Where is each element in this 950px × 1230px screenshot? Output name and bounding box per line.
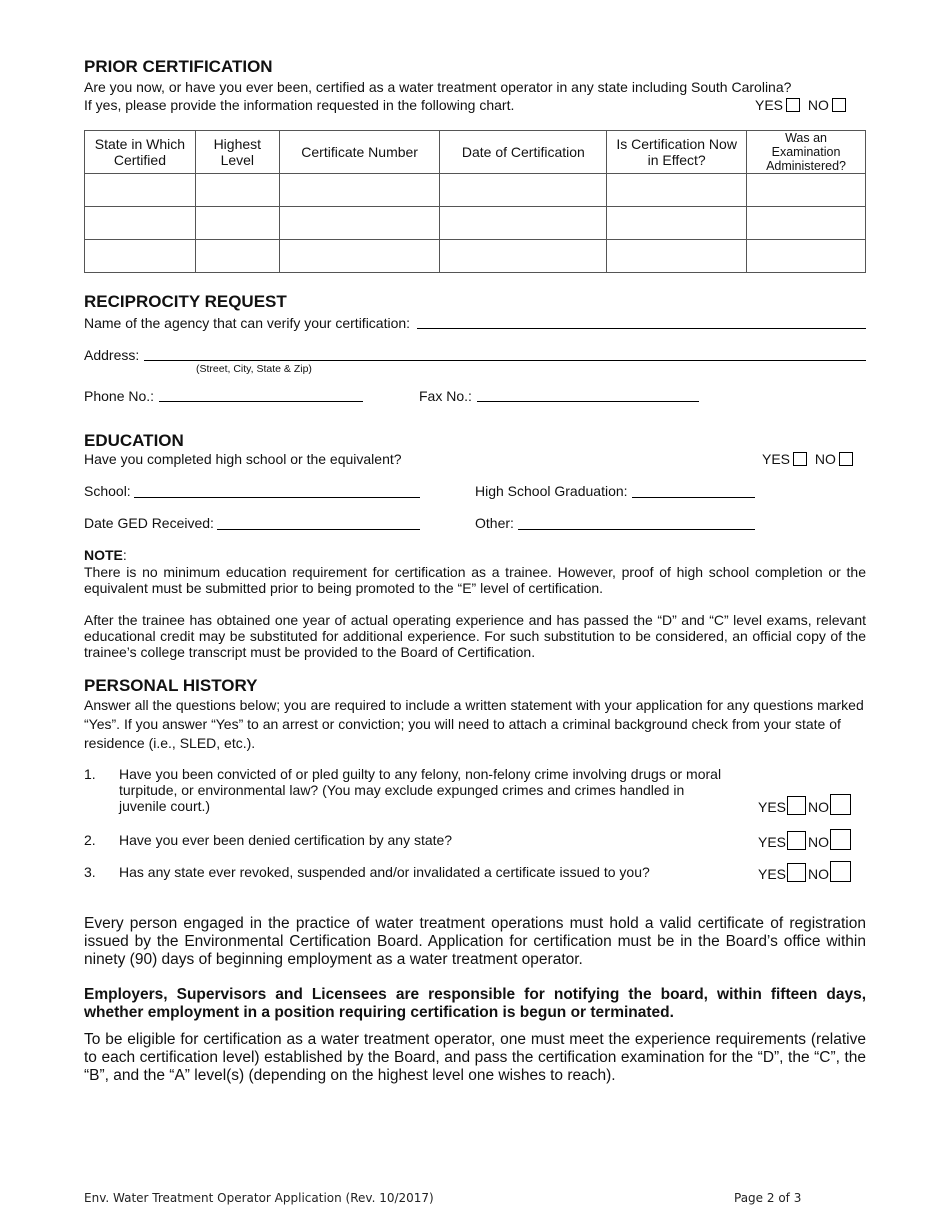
fax-field[interactable] bbox=[477, 401, 699, 402]
agency-label: Name of the agency that can verify your certification: bbox=[84, 315, 411, 331]
col-header-in-effect: Is Certification Now in Effect? bbox=[607, 131, 747, 174]
col-header-number: Certificate Number bbox=[279, 131, 440, 174]
q1-no-checkbox[interactable] bbox=[830, 794, 851, 815]
table-cell[interactable] bbox=[747, 240, 866, 273]
phone-label: Phone No.: bbox=[84, 388, 155, 404]
question-3-yes-no bbox=[758, 861, 853, 882]
other-field[interactable] bbox=[518, 529, 755, 530]
q2-no-label: NO bbox=[808, 834, 830, 850]
col-header-state: State in Which Certified bbox=[85, 131, 196, 174]
question-number: 1. bbox=[84, 766, 96, 782]
q3-no-label: NO bbox=[808, 866, 830, 882]
table-cell[interactable] bbox=[279, 207, 440, 240]
other-label: Other: bbox=[475, 515, 514, 531]
question-text: Has any state ever revoked, suspended and/or invalidated a certificate issued to you? bbox=[119, 864, 650, 880]
q3-yes-label: YES bbox=[758, 866, 787, 882]
table-cell[interactable] bbox=[279, 240, 440, 273]
q3-yes-checkbox[interactable] bbox=[787, 863, 806, 882]
table-cell[interactable] bbox=[607, 240, 747, 273]
note-colon: : bbox=[122, 547, 127, 563]
personal-intro: Answer all the questions below; you are required to include a written statement with your application for any questions marked “Yes”. If you answer “Yes” to an arrest or conviction; you will need to attach a criminal background check from your state of residence (i.e., SLED, etc.). bbox=[84, 697, 864, 751]
question-number: 2. bbox=[84, 832, 96, 848]
question-text: Have you ever been denied certification by any state? bbox=[119, 832, 453, 848]
q1-yes-label: YES bbox=[758, 799, 787, 815]
education-question: Have you completed high school or the equivalent? bbox=[84, 451, 402, 467]
table-cell[interactable] bbox=[85, 207, 196, 240]
q2-yes-label: YES bbox=[758, 834, 787, 850]
fax-label: Fax No.: bbox=[419, 388, 472, 404]
closing-paragraph-bold: Employers, Supervisors and Licensees are responsible for notifying the board, within fifteen days, whether employment in a position requiring certification is begun or terminated. bbox=[84, 986, 866, 1021]
table-cell[interactable] bbox=[195, 207, 279, 240]
prior-question: Are you now, or have you ever been, certified as a water treatment operator in any state including South Carolina? bbox=[84, 79, 792, 95]
table-cell[interactable] bbox=[195, 240, 279, 273]
address-hint: (Street, City, State & Zip) bbox=[196, 363, 312, 375]
table-cell[interactable] bbox=[279, 174, 440, 207]
closing-paragraph-3: To be eligible for certification as a water treatment operator, one must meet the experience requirements (relative to each certification level) established by the Board, and pass the certification examination for the “D”, the “C”, the “B”, and the “A” level(s) (depending on the highest level one wishes to reach). bbox=[84, 1031, 866, 1084]
phone-field[interactable] bbox=[159, 401, 363, 402]
table-cell[interactable] bbox=[440, 207, 607, 240]
education-yes-label: YES bbox=[762, 451, 791, 467]
ged-field[interactable] bbox=[217, 529, 420, 530]
table-cell[interactable] bbox=[195, 174, 279, 207]
table-cell[interactable] bbox=[440, 174, 607, 207]
graduation-label: High School Graduation: bbox=[475, 483, 628, 499]
prior-certification-heading: PRIOR CERTIFICATION bbox=[84, 57, 273, 76]
education-yes-no bbox=[762, 451, 857, 467]
table-cell[interactable] bbox=[440, 240, 607, 273]
table-row bbox=[85, 207, 866, 240]
address-label: Address: bbox=[84, 347, 140, 363]
school-label: School: bbox=[84, 483, 131, 499]
question-text: Have you been convicted of or pled guilty to any felony, non-felony crime involving drugs or moral turpitude, or environmental law? (You may exclude expunged crimes and crimes handled in juvenile court.) bbox=[119, 766, 722, 814]
note-paragraph-1: There is no minimum education requirement for certification as a trainee. However, proof of high school completion or the equivalent must be submitted prior to being promoted to the “E” level of certification. bbox=[84, 564, 866, 596]
col-header-date: Date of Certification bbox=[440, 131, 607, 174]
table-cell[interactable] bbox=[85, 174, 196, 207]
col-header-level: Highest Level bbox=[195, 131, 279, 174]
prior-no-label: NO bbox=[807, 97, 829, 113]
prior-yes-label: YES bbox=[755, 97, 784, 113]
education-yes-checkbox[interactable] bbox=[793, 452, 807, 466]
prior-certification-table bbox=[84, 130, 866, 273]
table-row bbox=[85, 240, 866, 273]
q1-no-label: NO bbox=[808, 799, 830, 815]
prior-no-checkbox[interactable] bbox=[832, 98, 846, 112]
note-heading bbox=[84, 547, 127, 563]
education-no-checkbox[interactable] bbox=[839, 452, 853, 466]
q1-yes-checkbox[interactable] bbox=[787, 796, 806, 815]
q3-no-checkbox[interactable] bbox=[830, 861, 851, 882]
ged-label: Date GED Received: bbox=[84, 515, 214, 531]
table-cell[interactable] bbox=[747, 207, 866, 240]
table-cell[interactable] bbox=[607, 174, 747, 207]
table-cell[interactable] bbox=[747, 174, 866, 207]
q2-no-checkbox[interactable] bbox=[830, 829, 851, 850]
education-no-label: NO bbox=[814, 451, 836, 467]
prior-yes-no bbox=[755, 97, 850, 113]
note-paragraph-2: After the trainee has obtained one year of actual operating experience and has passed the “D” and “C” level exams, relevant educational credit may be substituted for additional experience. For such substitution to be considered, an official copy of the trainee’s college transcript must be provided to the Board of Certification. bbox=[84, 612, 866, 660]
note-title: NOTE bbox=[84, 547, 123, 563]
question-2-yes-no bbox=[758, 829, 853, 850]
question-1-yes-no bbox=[758, 794, 853, 815]
footer-page-number: Page 2 of 3 bbox=[734, 1191, 802, 1205]
col-header-exam: Was an Examination Administered? bbox=[747, 131, 866, 174]
education-heading: EDUCATION bbox=[84, 431, 184, 450]
question-number: 3. bbox=[84, 864, 96, 880]
prior-yes-checkbox[interactable] bbox=[786, 98, 800, 112]
address-field[interactable] bbox=[144, 360, 866, 361]
closing-paragraph-1: Every person engaged in the practice of water treatment operations must hold a valid certificate of registration issued by the Environmental Certification Board. Application for certification must be in the Board’s office within ninety (90) days of beginning employment as a water treatment operator. bbox=[84, 915, 866, 968]
prior-instruction: If yes, please provide the information requested in the following chart. bbox=[84, 97, 515, 113]
q2-yes-checkbox[interactable] bbox=[787, 831, 806, 850]
table-cell[interactable] bbox=[85, 240, 196, 273]
school-field[interactable] bbox=[134, 497, 420, 498]
footer-form-name: Env. Water Treatment Operator Application (Rev. 10/2017) bbox=[84, 1191, 434, 1205]
table-row bbox=[85, 174, 866, 207]
reciprocity-heading: RECIPROCITY REQUEST bbox=[84, 292, 287, 311]
table-cell[interactable] bbox=[607, 207, 747, 240]
graduation-field[interactable] bbox=[632, 497, 755, 498]
personal-history-heading: PERSONAL HISTORY bbox=[84, 676, 258, 695]
agency-field[interactable] bbox=[417, 328, 866, 329]
